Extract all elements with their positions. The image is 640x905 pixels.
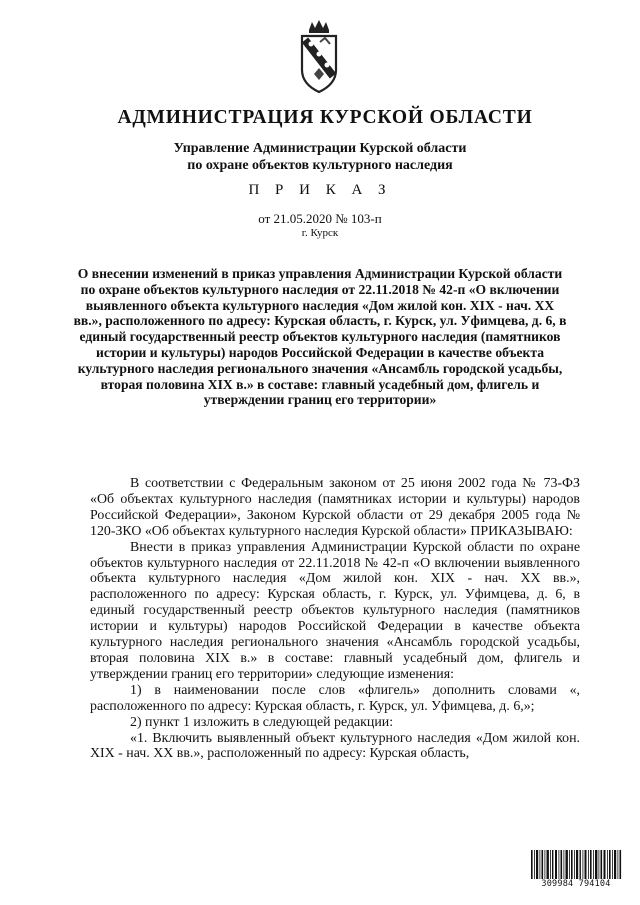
organization-title: АДМИНИСТРАЦИЯ КУРСКОЙ ОБЛАСТИ (117, 107, 533, 128)
department-line-1: Управление Администрации Курской области (173, 141, 467, 156)
coat-of-arms-icon (296, 18, 342, 96)
department-line-2: по охране объектов культурного наследия (187, 158, 453, 173)
item-2-paragraph: 2) пункт 1 изложить в следующей редакции: (130, 714, 394, 730)
department-name (0, 140, 640, 174)
barcode-number: 309984 794104 (530, 879, 622, 890)
city: г. Курск (301, 227, 339, 239)
document-type: П Р И К А З (248, 182, 392, 198)
item-1-paragraph: 1) в наименовании после слов «флигель» дополнить словами «, расположенного по адресу: Курская область, г. Курск, ул. Уфимцева, д. 6,»; (90, 682, 580, 714)
order-subject: О внесении изменений в приказ управления Администрации Курской области по охране объектов культурного наследия от 22.11.2018 № 42-п «О включении выявленного объекта культурного наследия «Дом жилой кон. XIX - нач. XX вв.», расположенного по адресу: Курская область, г. Курск, ул. Уфимцева, д. 6, в единый государственный реестр объектов культурного наследия (памятников истории и культуры) народов Российской Федерации в качестве объекта культурного наследия регионального значения «Ансамбль городской усадьбы, вторая половина XIX в.» в составе: главный усадебный дом, флигель и утверждении границ его территории» (73, 266, 567, 408)
barcode (530, 850, 622, 892)
amendment-paragraph: Внести в приказ управления Администрации Курской области по охране объектов культурного наследия от 22.11.2018 № 42-п «О включении выявленного объекта культурного наследия «Дом жилой кон. XIX - нач. XX вв.», расположенного по адресу: Курская область, г. Курск, ул. Уфимцева, д. 6, в единый государственный реестр объектов культурного наследия (памятников истории и культуры) народов Российской Федерации в качестве объекта культурного наследия регионального значения «Ансамбль городской усадьбы, вторая половина XIX в.» в составе: главный усадебный дом, флигель и утверждении границ его территории» следующие изменения: (90, 539, 580, 682)
barcode-icon (530, 850, 622, 880)
order-number: от 21.05.2020 № 103-п (258, 211, 382, 226)
preamble-paragraph: В соответствии с Федеральным законом от 25 июня 2002 года № 73-ФЗ «Об объектах культурного наследия (памятниках истории и культуры) народов Российской Федерации», Законом Курской области от 29 декабря 2005 года № 120-ЗКО «Об объектах культурного наследия Курской области» ПРИКАЗЫВАЮ: (90, 476, 580, 539)
quoted-item-paragraph: «1. Включить выявленный объект культурного наследия «Дом жилой кон. XIX - нач. XX вв.», расположенный по адресу: Курская область, (90, 730, 580, 762)
order-body (90, 476, 580, 762)
